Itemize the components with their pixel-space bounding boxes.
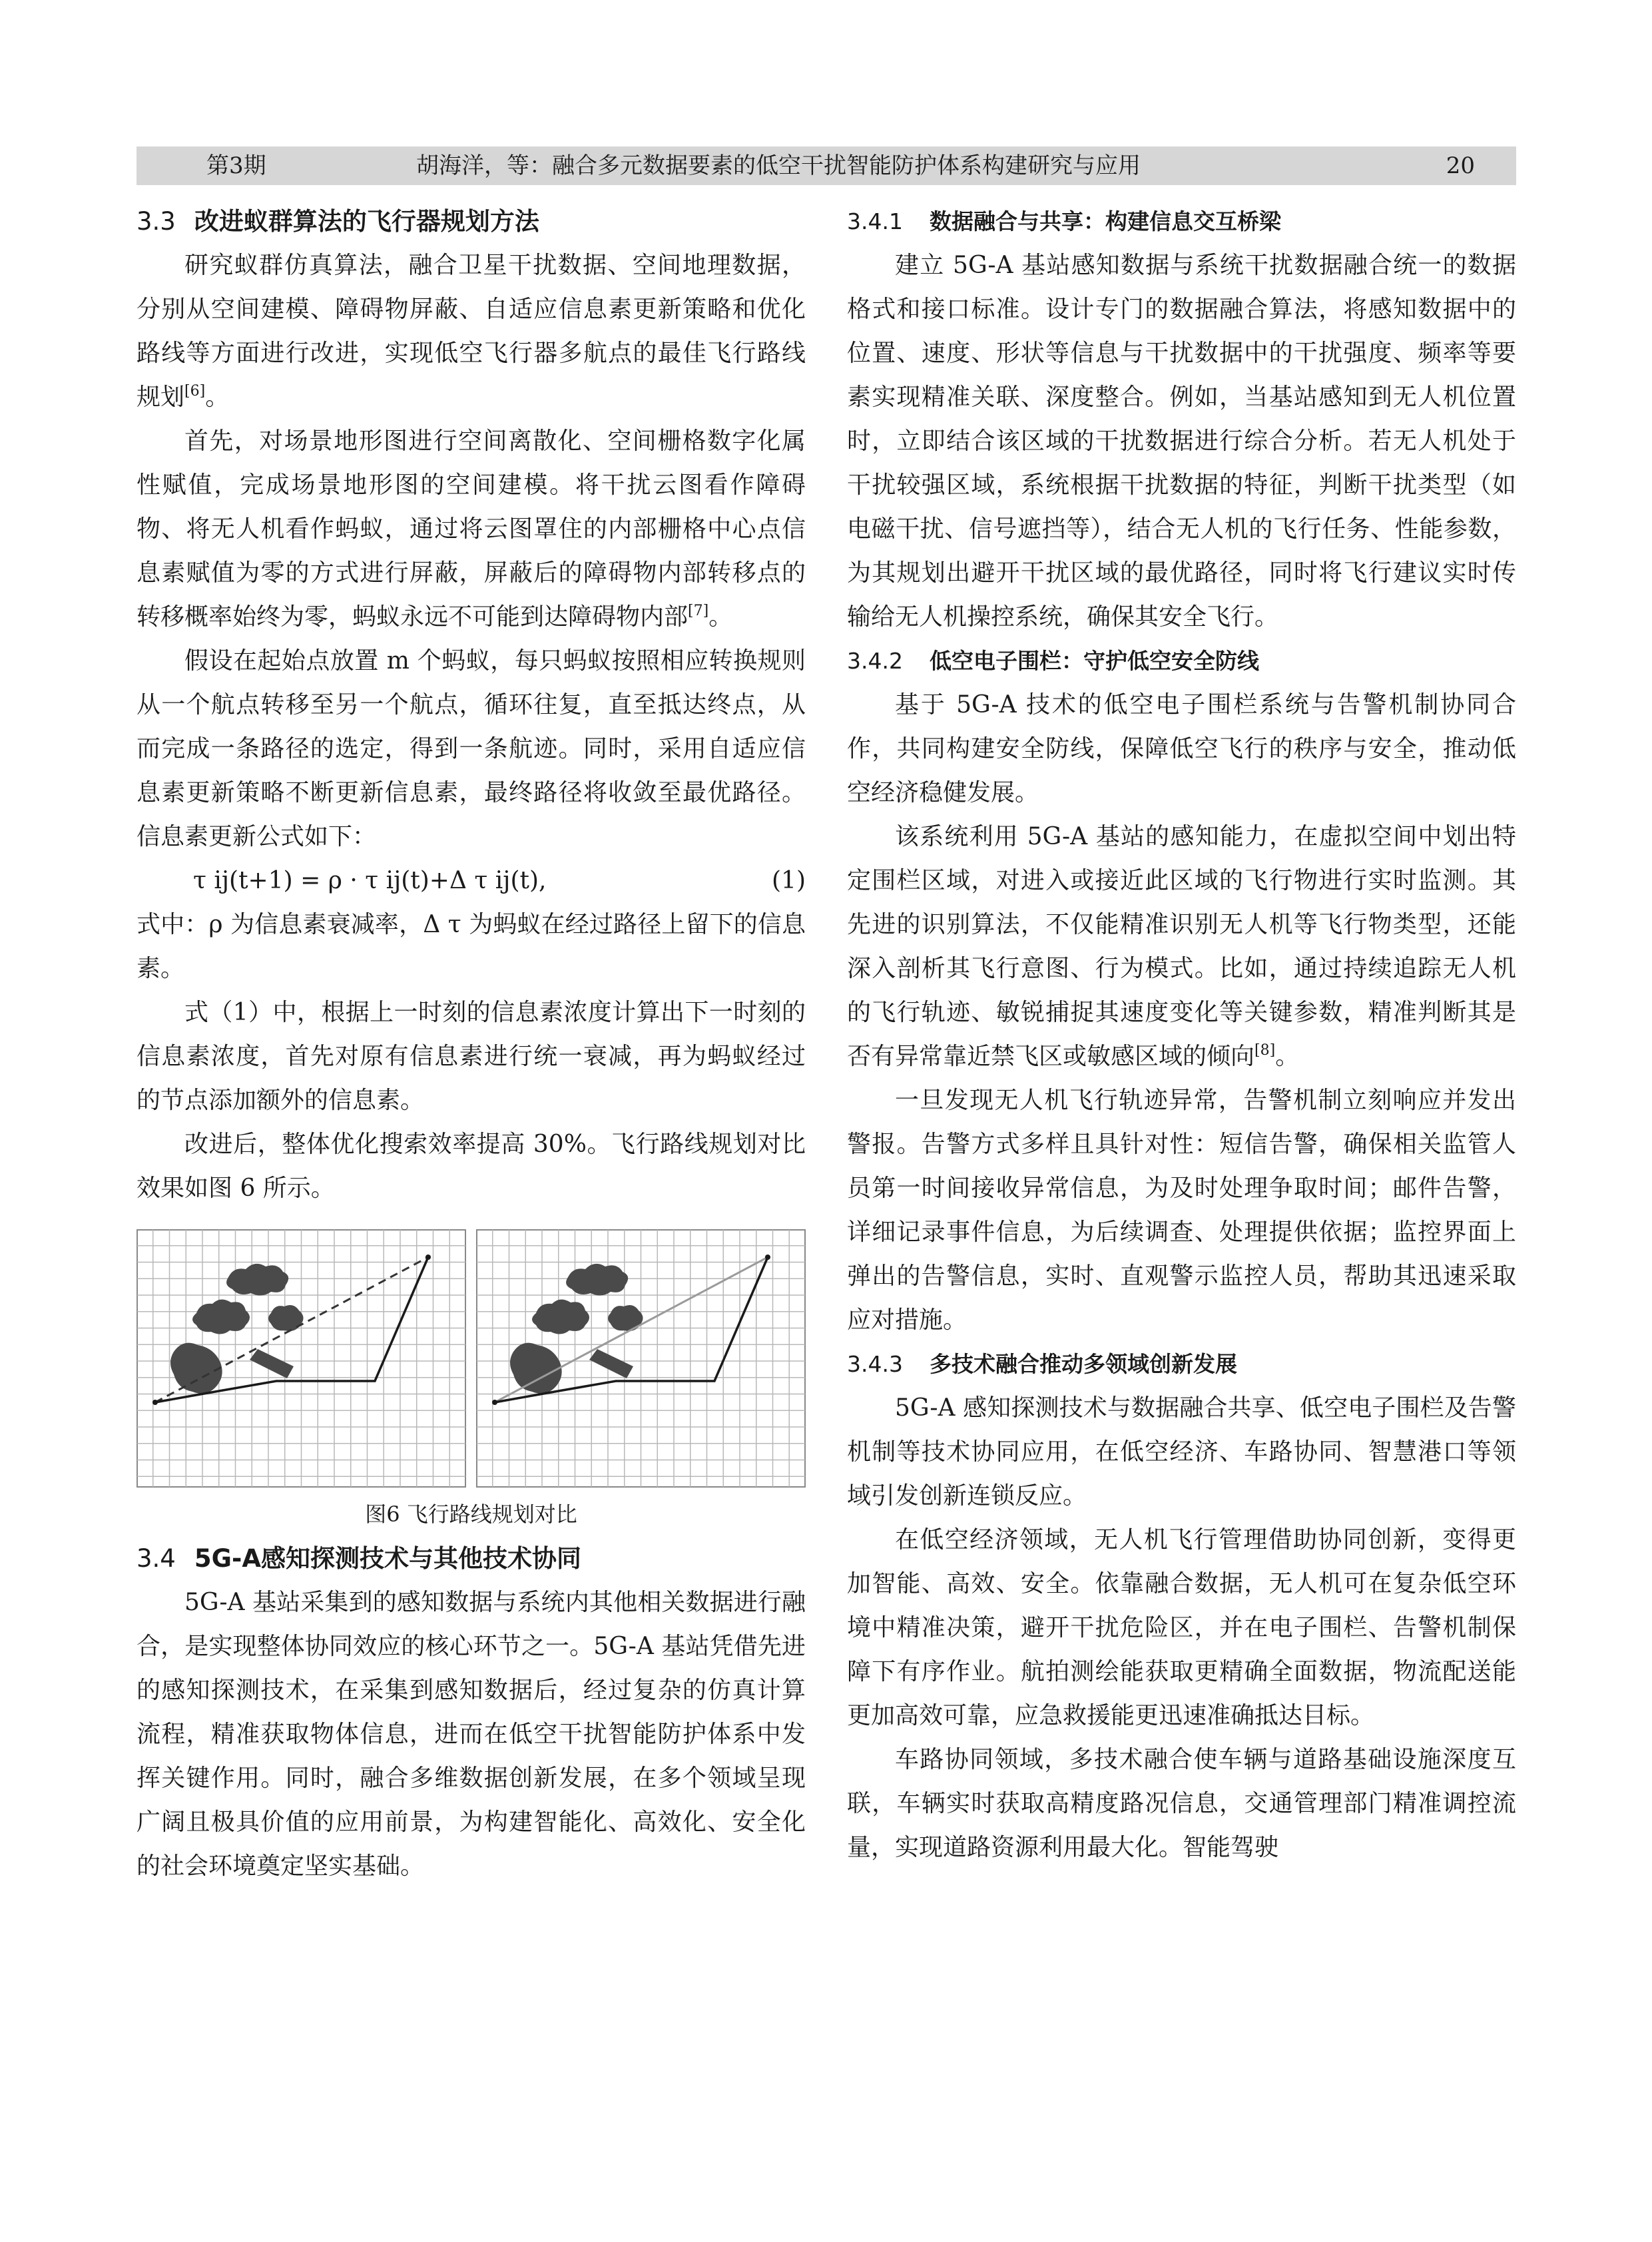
right-column — [847, 200, 1516, 1870]
section-title: 改进蚁群算法的飞行器规划方法 — [194, 207, 539, 236]
paragraph — [137, 420, 806, 639]
paragraph — [137, 244, 806, 420]
section-3-4-heading — [137, 1537, 806, 1581]
end-point — [765, 1255, 770, 1260]
paragraph: 假设在起始点放置 m 个蚂蚁，每只蚂蚁按照相应转换规则从一个航点转移至另一个航点，循环往复，直至抵达终点，从而完成一条路径的选定，得到一条航迹。同时，采用自适应信息素更新策略不断更新信息素，最终路径将收敛至最优路径。信息素更新公式如下： — [137, 647, 806, 850]
paragraph: 5G-A 感知探测技术与数据融合共享、低空电子围栏及告警机制等技术协同应用，在低空经济、车路协同、智慧港口等领域引发创新连锁反应。 — [847, 1394, 1516, 1510]
paragraph: 改进后，整体优化搜索效率提高 30%。飞行路线规划对比效果如图 6 所示。 — [137, 1131, 806, 1202]
equation-number: (1) — [772, 867, 806, 894]
running-header — [137, 146, 1516, 185]
paragraph: 车路协同领域，多技术融合使车辆与道路基础设施深度互联，车辆实时获取高精度路况信息，交通管理部门精准调控流量，实现道路资源利用最大化。智能驾驶 — [847, 1746, 1516, 1861]
section-3-4-1-heading — [847, 200, 1516, 244]
equation-1 — [137, 859, 806, 903]
paragraph-text: 首先，对场景地形图进行空间离散化、空间栅格数字化属性赋值，完成场景地形图的空间建模。将干扰云图看作障碍物、将无人机看作蚂蚁，通过将云图罩住的内部栅格中心点信息素赋值为零的方式进行屏蔽，屏蔽后的障碍物内部转移点的转移概率始终为零，蚂蚁永远不可能到达障碍物内部 — [137, 427, 806, 631]
section-title: 数据融合与共享：构建信息交互桥梁 — [929, 208, 1281, 234]
citation: [8] — [1254, 1042, 1276, 1059]
section-title: 5G-A感知探测技术与其他技术协同 — [194, 1544, 581, 1573]
section-3-3-heading — [137, 200, 806, 244]
paragraph: 5G-A 基站采集到的感知数据与系统内其他相关数据进行融合，是实现整体协同效应的核心环节之一。5G-A 基站凭借先进的感知探测技术，在采集到感知数据后，经过复杂的仿真计算流程，精准获取物体信息，进而在低空干扰智能防护体系中发挥关键作用。同时，融合多维数据创新发展，在多个领域呈现广阔且极具价值的应用前景，为构建智能化、高效化、安全化的社会环境奠定坚实基础。 — [137, 1589, 806, 1880]
issue-label: 第3期 — [206, 152, 266, 179]
section-number: 3.4.2 — [847, 648, 903, 674]
paragraph: 基于 5G-A 技术的低空电子围栏系统与告警机制协同合作，共同构建安全防线，保障低空飞行的秩序与安全，推动低空经济稳健发展。 — [847, 691, 1516, 806]
section-number: 3.4.3 — [847, 1351, 903, 1377]
paragraph: 一旦发现无人机飞行轨迹异常，告警机制立刻响应并发出警报。告警方式多样且具针对性：短信告警，确保相关监管人员第一时间接收异常信息，为及时处理争取时间；邮件告警，详细记录事件信息，为后续调查、处理提供依据；监控界面上弹出的告警信息，实时、直观警示监控人员，帮助其迅速采取应对措施。 — [847, 1087, 1516, 1334]
end-point — [425, 1255, 431, 1260]
paragraph-text: 该系统利用 5G-A 基站的感知能力，在虚拟空间中划出特定围栏区域，对进入或接近此区域的飞行物进行实时监测。其先进的识别算法，不仅能精准识别无人机等飞行物类型，还能深入剖析其飞行意图、行为模式。比如，通过持续追踪无人机的飞行轨迹、敏锐捕捉其速度变化等关键参数，精准判断其是否有异常靠近禁飞区或敏感区域的倾向 — [847, 823, 1516, 1070]
figure-panel-left — [137, 1229, 466, 1488]
citation: [7] — [688, 603, 709, 619]
paragraph-end: 。 — [708, 603, 733, 631]
running-title: 胡海洋，等：融合多元数据要素的低空干扰智能防护体系构建研究与应用 — [416, 152, 1141, 179]
section-number: 3.3 — [137, 207, 176, 236]
section-3-4-3-heading — [847, 1342, 1516, 1386]
section-title: 多技术融合推动多领域创新发展 — [929, 1351, 1237, 1377]
paragraph: 式中：ρ 为信息素衰减率，Δ τ 为蚂蚁在经过路径上留下的信息素。 — [137, 911, 806, 982]
paragraph-end: 。 — [205, 384, 230, 411]
left-column — [137, 200, 806, 1888]
section-title: 低空电子围栏：守护低空安全防线 — [929, 648, 1259, 674]
paragraph: 在低空经济领域，无人机飞行管理借助协同创新，变得更加智能、高效、安全。依靠融合数据，无人机可在复杂低空环境中精准决策，避开干扰危险区，并在电子围栏、告警机制保障下有序作业。航拍测绘能获取更精确全面数据，物流配送能更加高效可靠，应急救援能更迅速准确抵达目标。 — [847, 1526, 1516, 1729]
figure-6 — [137, 1229, 806, 1489]
figure-panel-right — [476, 1229, 806, 1488]
start-point — [492, 1400, 497, 1405]
citation: [6] — [184, 383, 206, 400]
start-point — [152, 1400, 158, 1405]
paragraph — [847, 815, 1516, 1079]
equation-expression: τ ij(t+1) = ρ · τ ij(t)+Δ τ ij(t), — [193, 867, 547, 894]
paragraph: 建立 5G-A 基站感知数据与系统干扰数据融合统一的数据格式和接口标准。设计专门的数据融合算法，将感知数据中的位置、速度、形状等信息与干扰数据中的干扰强度、频率等要素实现精准关联、深度整合。例如，当基站感知到无人机位置时，立即结合该区域的干扰数据进行综合分析。若无人机处于干扰较强区域，系统根据干扰数据的特征，判断干扰类型（如电磁干扰、信号遮挡等），结合无人机的飞行任务、性能参数，为其规划出避开干扰区域的最优路径，同时将飞行建议实时传输给无人机操控系统，确保其安全飞行。 — [847, 252, 1516, 631]
section-number: 3.4.1 — [847, 208, 903, 234]
paragraph-text: 研究蚁群仿真算法，融合卫星干扰数据、空间地理数据，分别从空间建模、障碍物屏蔽、自适应信息素更新策略和优化路线等方面进行改进，实现低空飞行器多航点的最佳飞行路线规划 — [137, 252, 806, 411]
paragraph: 式（1）中，根据上一时刻的信息素浓度计算出下一时刻的信息素浓度，首先对原有信息素进行统一衰减，再为蚂蚁经过的节点添加额外的信息素。 — [137, 999, 806, 1114]
page-number: 20 — [1446, 152, 1475, 179]
figure-caption: 图6 飞行路线规划对比 — [365, 1502, 577, 1527]
section-3-4-2-heading — [847, 639, 1516, 683]
paragraph-end: 。 — [1275, 1043, 1300, 1070]
section-number: 3.4 — [137, 1544, 176, 1573]
